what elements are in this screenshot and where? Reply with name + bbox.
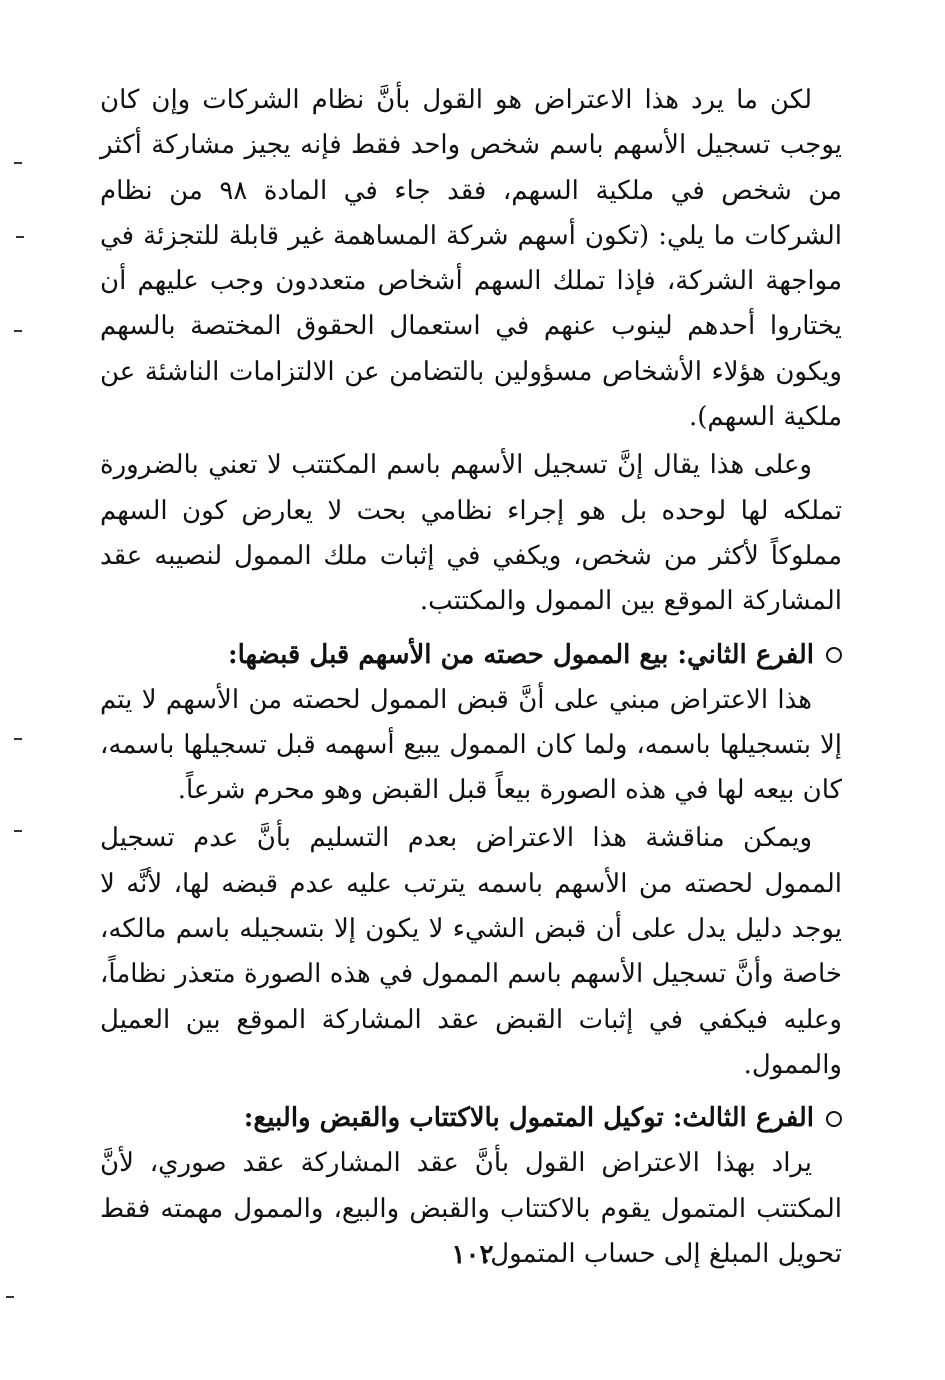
paragraph-3: هذا الاعتراض مبني على أنَّ قبض الممول لحصته من الأسهم لا يتم إلا بتسجيلها باسمه، ولما كان الممول يبيع أسهمه قبل تسجيلها باسمه، كان بيعه لها في هذه الصورة بيعاً قبل القبض وهو محرم شرعاً. (100, 684, 842, 806)
paragraph-2: وعلى هذا يقال إنَّ تسجيل الأسهم باسم المكتتب لا تعني بالضرورة تملكه لها لوحده بل هو إجراء نظامي بحت لا يعارض كون السهم مملوكاً لأكثر من شخص، ويكفي في إثبات ملك الممول لنصيبه عقد المشاركة الموقع بين الممول والمكتتب. (100, 450, 842, 617)
margin-mark (6, 1296, 14, 1298)
margin-mark (16, 236, 24, 238)
section-heading-2 (100, 633, 842, 678)
section-heading-2-text: الفرع الثاني: بيع الممول حصته من الأسهم قبل قبضها: (228, 639, 814, 670)
circle-bullet-icon (826, 1111, 842, 1127)
margin-mark (14, 738, 22, 740)
section-heading-3-text: الفرع الثالث: توكيل المتمول بالاكتتاب والقبض والبيع: (243, 1103, 814, 1134)
page-number: ١٠٢ (451, 1240, 494, 1270)
paragraph-4: ويمكن مناقشة هذا الاعتراض بعدم التسليم بأنَّ عدم تسجيل الممول لحصته من الأسهم باسمه يترتب عليه عدم قبضه لها، لأنَّه لا يوجد دليل يدل على أن قبض الشيء لا يكون إلا بتسجيله باسم مالكه، خاصة وأنَّ تسجيل الأسهم باسم الممول في هذه الصورة متعذر نظاماً، وعليه فيكفي في إثبات القبض عقد المشاركة الموقع بين العميل والممول. (100, 823, 842, 1080)
paragraph-5: يراد بهذا الاعتراض القول بأنَّ عقد المشاركة عقد صوري، لأنَّ المكتتب المتمول يقوم بالاكتتاب والقبض والبيع، والممول مهمته فقط تحويل المبلغ إلى حساب المتمول. (100, 1148, 842, 1269)
margin-mark (14, 830, 22, 832)
section-heading-3 (100, 1096, 842, 1141)
paragraph-1: لكن ما يرد هذا الاعتراض هو القول بأنَّ نظام الشركات وإن كان يوجب تسجيل الأسهم باسم شخص واحد فقط فإنه يجيز مشاركة أكثر من شخص في ملكية السهم، فقد جاء في المادة ٩٨ من نظام الشركات ما يلي: (تكون أسهم شركة المساهمة غير قابلة للتجزئة في مواجهة الشركة، فإذا تملك السهم أشخاص متعددون وجب عليهم أن يختاروا أحدهم لينوب عنهم في استعمال الحقوق المختصة بالسهم ويكون هؤلاء الأشخاص مسؤولين بالتضامن عن الالتزامات الناشئة عن ملكية السهم). (100, 85, 842, 433)
page-body (100, 78, 842, 1277)
circle-bullet-icon (826, 647, 842, 663)
margin-mark (14, 330, 22, 332)
margin-mark (14, 162, 22, 164)
